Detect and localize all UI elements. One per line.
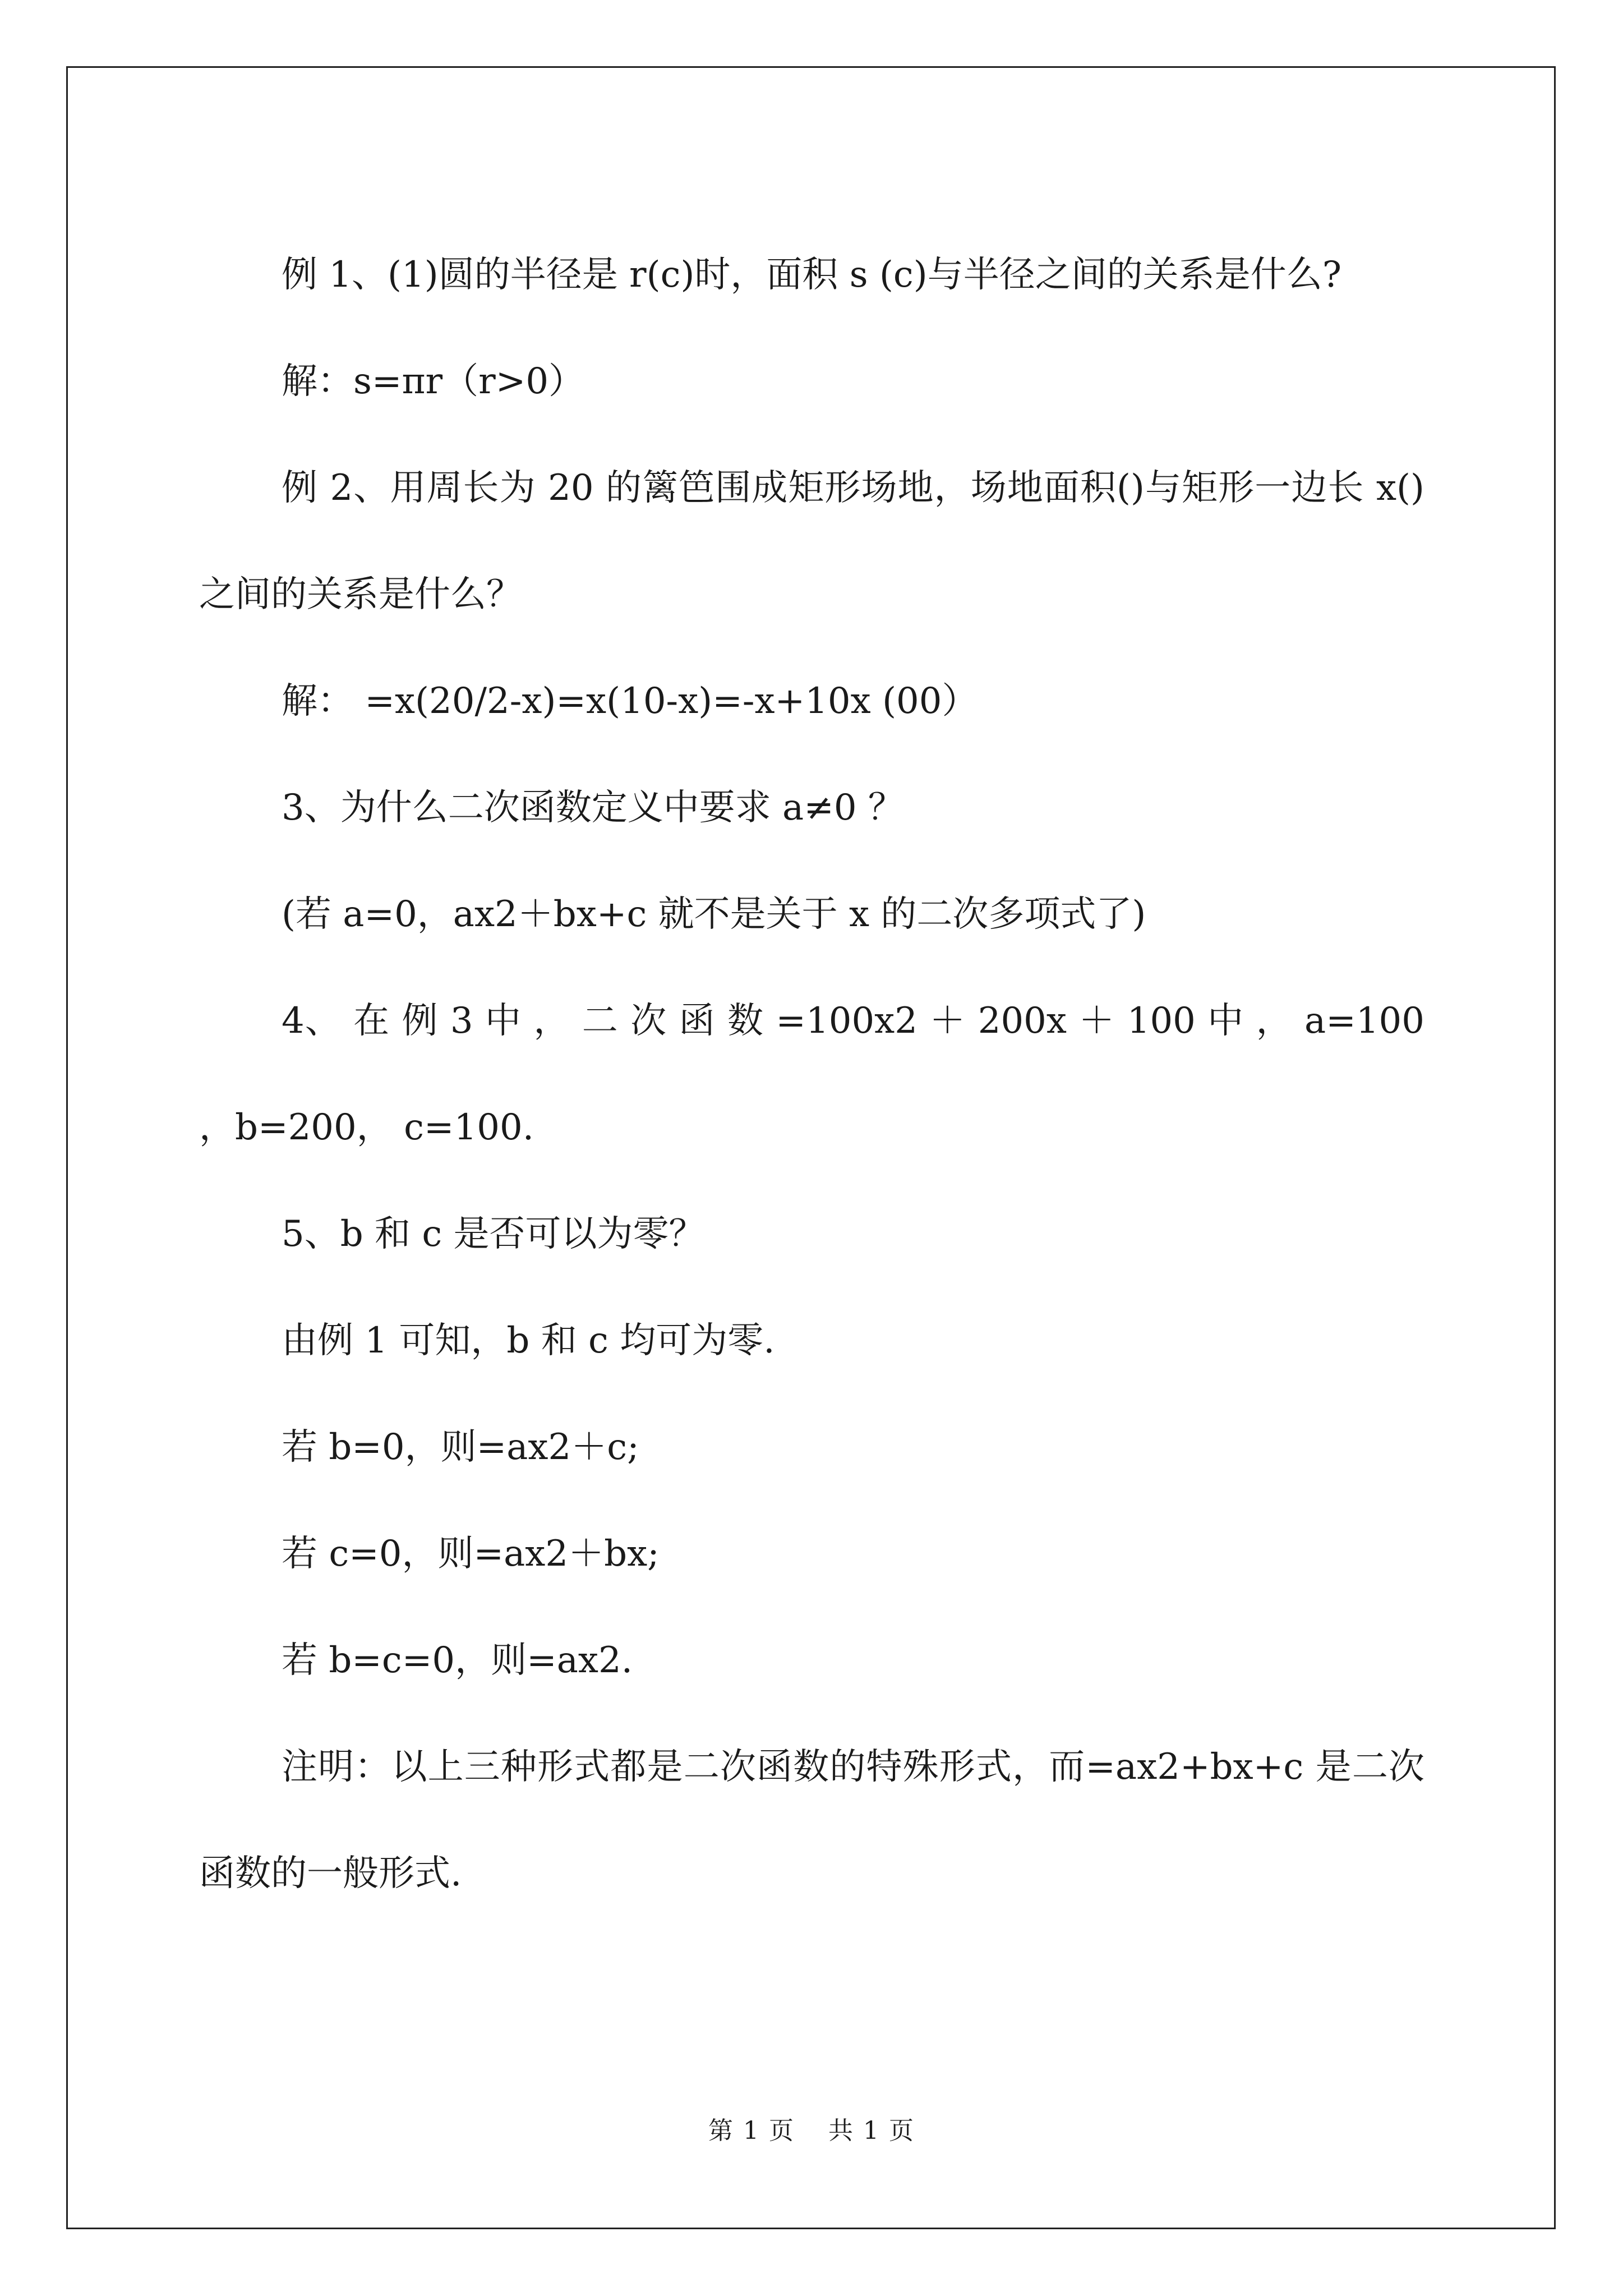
paragraph-example-1: 例 1、(1)圆的半径是 r(c)时，面积 s (c)与半径之间的关系是什么?	[282, 254, 1342, 296]
paragraph-example-2: 例 2、用周长为 20 的篱笆围成矩形场地，场地面积()与矩形一边长 x()之间的关系是什么？	[199, 467, 1424, 615]
paragraph-question-5: 5、b 和 c 是否可以为零？	[282, 1213, 705, 1255]
paragraph-solution-1: 解：s=πr（r>0）	[282, 361, 585, 402]
paragraph-answer-3: (若 a=0，ax2＋bx+c 就不是关于 x 的二次多项式了)	[282, 894, 1146, 935]
paragraph-solution-2: 解： =x(20/2-x)=x(10-x)=-x+10x (00）	[282, 680, 978, 722]
page-footer	[0, 2110, 1623, 2146]
paragraph-answer-5: 由例 1 可知，b 和 c 均可为零.	[282, 1320, 775, 1361]
paragraph-case-c-zero: 若 c=0，则=ax2＋bx;	[282, 1533, 660, 1575]
paragraph-case-bc-zero: 若 b=c=0，则=ax2.	[282, 1640, 633, 1681]
paragraph-note: 注明：以上三种形式都是二次函数的特殊形式，而=ax2+bx+c 是二次函数的一般形式.	[199, 1746, 1424, 1894]
paragraph-question-4: 4、 在 例 3 中 ， 二 次 函 数 =100x2 ＋ 200x ＋ 100 中 ， a=100 ，b=200， c=100.	[199, 1000, 1424, 1148]
document-body	[199, 222, 1424, 1927]
paragraph-question-3: 3、为什么二次函数定义中要求 a≠0 ？	[282, 787, 904, 829]
paragraph-case-b-zero: 若 b=0，则=ax2＋c;	[282, 1427, 639, 1468]
page-total: 共 1 页	[828, 2116, 915, 2145]
page-number: 第 1 页	[708, 2116, 795, 2145]
